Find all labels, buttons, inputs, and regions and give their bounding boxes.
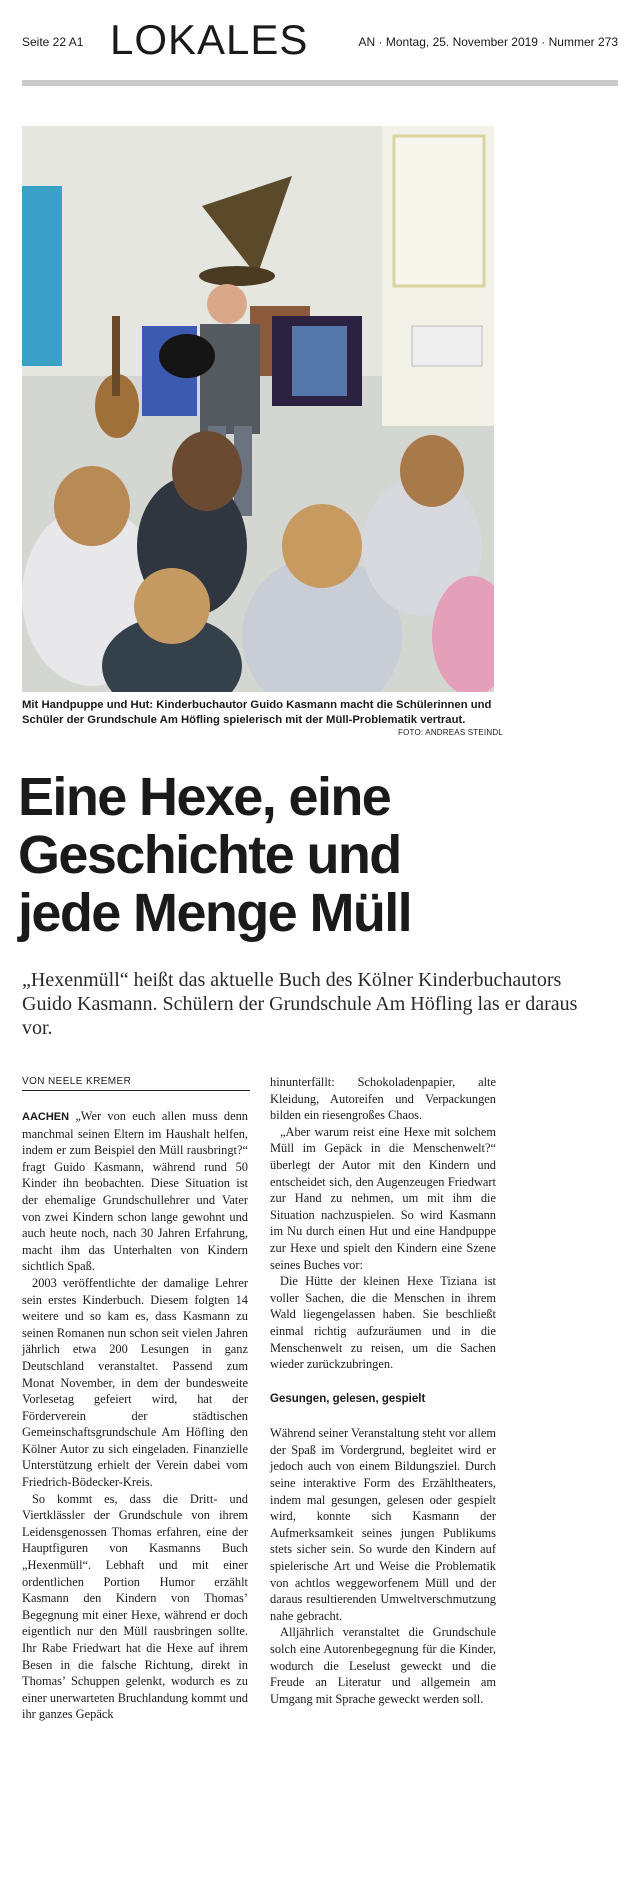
header-rule: [22, 80, 618, 86]
article-teaser: „Hexenmüll“ heißt das aktuelle Buch des Kölner Kinderbuchautors Guido Kasmann. Schülern der Grundschule Am Höfling las er daraus vor.: [22, 969, 578, 1039]
article-column-2: [270, 1074, 496, 1707]
headline-line: Eine Hexe, eine: [18, 767, 391, 827]
article-column-1: [22, 1108, 248, 1723]
paragraph: Während seiner Veranstaltung steht vor allem der Spaß im Vordergrund, begleitet wird er jedoch auch von einem Bildungsziel. Durch seine interaktive Form des Erzähltheaters, indem mal gesungen, gelesen oder gespielt wird, konnte sich Kasmann der Aufmerksamkeit seines jungen Publikums stets sicher sein. So wurde den Kindern auf spielerische Art und Weise die Problematik von achtlos weggeworfenem Müll und der daraus resultierenden Umweltverschmutzung nahe gebracht.: [270, 1426, 496, 1623]
paragraph: hinunterfällt: Schokoladenpapier, alte Kleidung, Autoreifen und Verpackungen bilden ein riesengroßes Chaos.: [270, 1075, 496, 1123]
paragraph: 2003 veröffentlichte der damalige Lehrer sein erstes Kinderbuch. Diesem folgten 14 weitere und so kam es, dass Kasmann zu seinen Romanen nun schon seit vielen Jahren jährlich etwa 200 Lesungen in ganz Deutschland veranstaltet. Passend zum Monat November, in dem der bundesweite Vorlesetag gefeiert wird, hat der Förderverein der städtischen Gemeinschaftsgrundschule Am Höfling den Kölner Autor zu sich eingeladen. Finanzielle Unterstützung erhielt der Verein dabei vom Friedrich-Bödecker-Kreis.: [22, 1275, 248, 1490]
article-byline: VON NEELE KREMER: [22, 1076, 250, 1091]
paragraph: Die Hütte der kleinen Hexe Tiziana ist voller Sachen, die die Menschen in ihrem Wald liegengelassen haben. Sie beschließt einmal richtig aufzuräumen und in die Menschenwelt zu reisen, um die Sachen wieder zurückzubringen.: [270, 1274, 496, 1372]
section-title: LOKALES: [110, 16, 309, 63]
paragraph: Alljährlich veranstaltet die Grundschule solch eine Autorenbegegnung für die Kinder, wodurch die Leselust geweckt und die Freude an Literatur und allgemein am Umgang mit Sprache geweckt werden soll.: [270, 1625, 496, 1706]
photo-caption: Mit Handpuppe und Hut: Kinderbuchautor Guido Kasmann macht die Schülerinnen und Schüler der Grundschule Am Höfling spielerisch mit der Müll-Problematik vertraut.: [22, 699, 492, 726]
headline-line: Geschichte und: [18, 825, 401, 885]
page-number: Seite 22 A1: [22, 35, 84, 49]
headline-line: jede Menge Müll: [18, 883, 412, 943]
classroom-photo-illustration: [22, 126, 494, 692]
page-header: [22, 16, 618, 64]
photo-credit: FOTO: ANDREAS STEINDL: [398, 728, 503, 737]
paragraph: So kommt es, dass die Dritt- und Viertklässler der Grundschule von ihrem Leidensgenossen Thomas erfahren, eine der Hauptfiguren von Kasmanns Buch „Hexenmüll“. Lebhaft und mit einer ordentlichen Portion Humor erzählt Kasmann den Kindern von Thomas’ Begegnung mit einer Hexe, während er doch eigentlich nur den Müll rausbringen sollte. Ihr Rabe Friedwart hat die Hexe auf ihrem Besen in die falsche Richtung, direkt in Thomas’ Schuppen gelenkt, wodurch es zu einer unerwarteten Bruchlandung kommt und ihr ganzes Gepäck: [22, 1491, 248, 1722]
article-headline: [18, 768, 618, 942]
paragraph: „Aber warum reist eine Hexe mit solchem Müll im Gepäck in die Menschenwelt?“ überlegt der Autor mit den Kindern und entscheidet sich, den Augenzeugen Friedwart zur Hand zu nehmen, um mit ihm die Situation nachzuspielen. So wird Kasmann im Nu durch einen Hut und eine Handpuppe zur Hexe und spielt den Kindern eine Szene seines Buches vor:: [270, 1124, 496, 1272]
dateline: AACHEN: [22, 1111, 70, 1123]
article-subhead: Gesungen, gelesen, gespielt: [270, 1392, 426, 1405]
article-photo: [22, 126, 494, 692]
edition-info: AN · Montag, 25. November 2019 · Nummer 273: [358, 35, 618, 49]
paragraph: AACHEN „Wer von euch allen muss denn manchmal seinen Eltern im Haushalt helfen, indem er zum Beispiel den Müll rausbringt?“ fragt Guido Kasmann, während rund 50 Kinder ihn beobachten. Diese Situation ist der ehemalige Grundschullehrer und Vater von zwei Kindern schon lange gewohnt und auch heute noch, nach 30 Jahren Erfahrung, macht ihm das Unterhalten von Kindern sichtlich Spaß.: [22, 1109, 248, 1274]
